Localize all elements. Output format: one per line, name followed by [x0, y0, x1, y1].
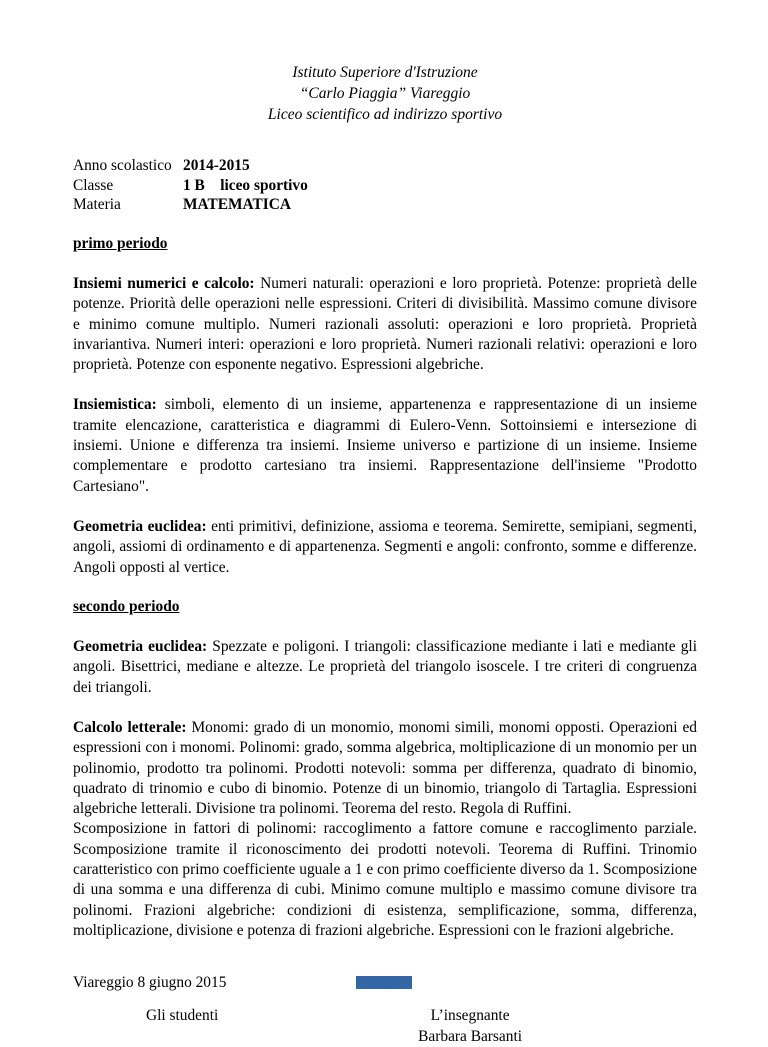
document-header: [73, 62, 697, 125]
meta-value-materia: MATEMATICA: [183, 196, 292, 214]
paragraph-geometria-euclidea-1: [73, 517, 697, 578]
paragraph-geometria-euclidea-2: [73, 637, 697, 698]
header-school-name: “Carlo Piaggia” Viareggio: [299, 85, 471, 102]
paragraph-lead: Calcolo letterale:: [73, 718, 187, 736]
meta-label-classe: Classe: [73, 176, 114, 194]
paragraph-lead: Insiemi numerici e calcolo:: [73, 274, 255, 292]
teacher-signature-label: L’insegnante: [430, 1007, 510, 1025]
header-institute: Istituto Superiore d'Istruzione: [292, 64, 478, 81]
meta-value-classe: 1 B liceo sportivo: [183, 176, 308, 194]
paragraph-text: simboli, elemento di un insieme, appartenenza e rappresentazione di un insieme tramite elencazione, caratteristica e diagrammi di Eulero-Venn. Sottoinsiemi e intersezione di insiemi. Unione e differenza tra insiemi. Insieme universo e partizione di un insieme. Insieme complementare e prodotto cartesiano tra insiemi. Rappresentazione dell'insieme "Prodotto Cartesiano".: [73, 396, 697, 495]
teacher-name: Barbara Barsanti: [418, 1027, 522, 1045]
students-signature-label: Gli studenti: [146, 1007, 219, 1025]
paragraph-calcolo-letterale: [73, 718, 697, 819]
signature-row: [73, 1006, 697, 1047]
meta-row-anno: [73, 156, 697, 176]
paragraph-text: Numeri naturali: operazioni e loro proprietà. Potenze: proprietà delle potenze. Priorità delle operazioni nelle espressioni. Criteri di divisibilità. Massimo comune divisore e minimo comune multiplo. Numeri razionali assoluti: operazioni e loro proprietà. Proprietà invariantiva. Numeri interi: operazioni e loro proprietà. Numeri razionali relativi: operazioni e loro proprietà. Potenze con esponente negativo. Espressioni algebriche.: [73, 274, 697, 374]
section-heading-primo-periodo: primo periodo: [73, 234, 168, 252]
meta-row-classe: [73, 176, 697, 196]
paragraph-text: Monomi: grado di un monomio, monomi simili, monomi opposti. Operazioni ed espressioni con i monomi. Polinomi: grado, somma algebrica, moltiplicazione di un monomio per un polinomio, prodotto tra polinomi. Prodotti notevoli: somma per differenza, quadrato di binomio, quadrato di trinomio e cubo di binomio. Potenze di un binomio, triangolo di Tartaglia. Espressioni algebriche letterali. Divisione tra polinomi. Teorema del resto. Regola di Ruffini.: [73, 718, 697, 818]
section-heading-secondo-periodo: secondo periodo: [73, 597, 180, 615]
footer-mark: [356, 976, 412, 989]
teacher-signature-block: [418, 1006, 522, 1047]
paragraph-text: Scomposizione in fattori di polinomi: raccoglimento a fattore comune e raccoglimento parziale. Scomposizione tramite il riconoscimento dei prodotti notevoli. Teorema di Ruffini. Trinomio caratteristico con primo coefficiente uguale a 1 e con primo coefficiente diverso da 1. Scomposizione di una somma e una differenza di cubi. Minimo comune multiplo e massimo comune divisore tra polinomi. Frazioni algebriche: condizioni di esistenza, semplificazione, somma, differenza, moltiplicazione, divisione e potenza di frazioni algebriche. Espressioni con le frazioni algebriche.: [73, 820, 697, 939]
paragraph-insiemistica: [73, 395, 697, 496]
date-place-line: Viareggio 8 giugno 2015: [73, 974, 227, 992]
paragraph-lead: Geometria euclidea:: [73, 638, 208, 656]
paragraph-text: Spezzate e poligoni. I triangoli: classificazione mediante i lati e mediante gli angoli. Bisettrici, mediane e altezze. Le proprietà del triangolo isoscele. I tre criteri di congruenza dei triangoli.: [73, 638, 697, 696]
meta-label-materia: Materia: [73, 196, 121, 214]
meta-label-anno: Anno scolastico: [73, 157, 172, 174]
paragraph-lead: Insiemistica:: [73, 396, 157, 414]
paragraph-lead: Geometria euclidea:: [73, 517, 207, 535]
paragraph-insiemi-numerici: [73, 274, 697, 375]
paragraph-scomposizione: [73, 819, 697, 941]
meta-row-materia: [73, 195, 697, 215]
meta-block: [73, 156, 697, 215]
header-school-type: Liceo scientifico ad indirizzo sportivo: [267, 106, 503, 123]
paragraph-text: enti primitivi, definizione, assioma e teorema. Semirette, semipiani, segmenti, angoli, assiomi di ordinamento e di appartenenza. Segmenti e angoli: confronto, somme e differenze. Angoli opposti al vertice.: [73, 517, 697, 576]
meta-value-anno: 2014-2015: [183, 157, 250, 174]
